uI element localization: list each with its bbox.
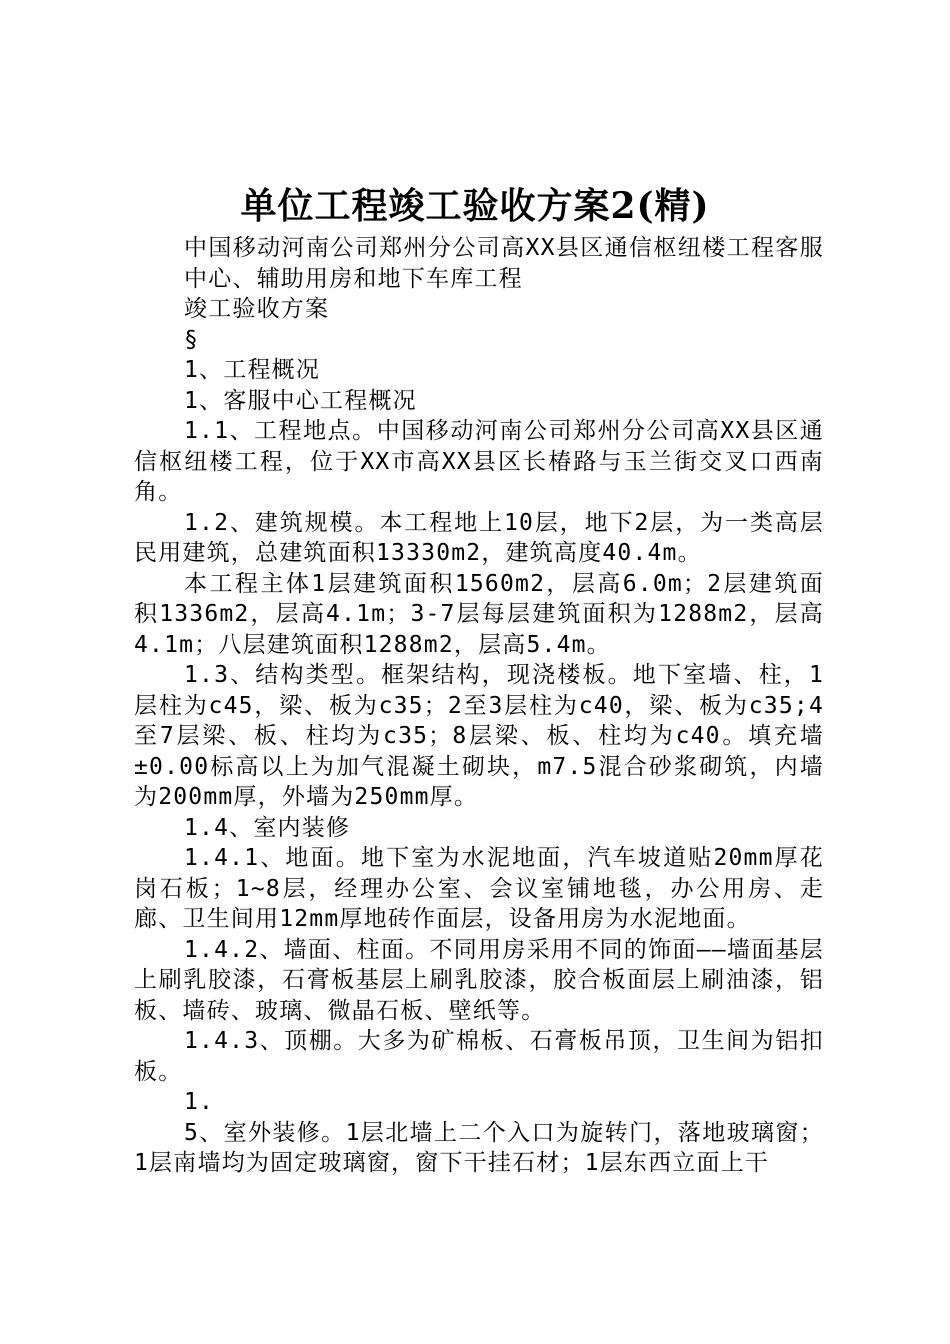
- paragraph-building-scale: 1.2、建筑规模。本工程地上10层，地下2层，为一类高层民用建筑，总建筑面积13330m2，建筑高度40.4m。: [134, 509, 824, 566]
- heading-project-overview: 1、工程概况: [184, 357, 321, 383]
- paragraph-ceiling: 1.4.3、顶棚。大多为矿棉板、石膏板吊顶，卫生间为铝扣板。: [134, 1028, 824, 1085]
- project-name-paragraph: 中国移动河南公司郑州分公司高XX县区通信枢纽楼工程客服中心、辅助用房和地下车库工程: [184, 235, 824, 292]
- heading-interior-decoration: 1.4、室内装修: [184, 814, 351, 841]
- paragraph-floor-areas: 本工程主体1层建筑面积1560m2，层高6.0m；2层建筑面积1336m2，层高4.1m；3-7层每层建筑面积为1288m2，层高4.1m；八层建筑面积1288m2，层高5.4m。: [134, 570, 824, 658]
- document-title: 单位工程竣工验收方案2(精): [240, 185, 710, 227]
- document-body: [134, 233, 824, 1179]
- paragraph-numbering-fragment: 1.: [184, 1089, 215, 1115]
- heading-service-center-overview: 1、客服中心工程概况: [184, 387, 417, 414]
- paragraph-exterior-decoration: 5、室外装修。1层北墙上二个入口为旋转门，落地玻璃窗；1层南墙均为固定玻璃窗，窗下干挂石材；1层东西立面上干: [134, 1119, 824, 1176]
- section-symbol: §: [184, 326, 200, 353]
- plan-subtitle-paragraph: 竣工验收方案: [184, 296, 330, 322]
- paragraph-wall-finish: 1.4.2、墙面、柱面。不同用房采用不同的饰面——墙面基层上刷乳胶漆，石膏板基层上刷乳胶漆，胶合板面层上刷油漆，铝板、墙砖、玻璃、微晶石板、壁纸等。: [134, 936, 824, 1024]
- paragraph-location: 1.1、工程地点。中国移动河南公司郑州分公司高XX县区通信枢纽楼工程，位于XX市高XX县区长椿路与玉兰街交叉口西南角。: [134, 418, 824, 505]
- paragraph-floor-finish: 1.4.1、地面。地下室为水泥地面，汽车坡道贴20mm厚花岗石板；1~8层，经理办公室、会议室铺地毯，办公用房、走廊、卫生间用12mm厚地砖作面层，设备用房为水泥地面。: [134, 845, 824, 932]
- paragraph-structure-type: 1.3、结构类型。框架结构，现浇楼板。地下室墙、柱，1层柱为c45，梁、板为c35；2至3层柱为c40，梁、板为c35;4至7层梁、板、柱均为c35；8层梁、板、柱均为c40。填充墙±0.00标高以上为加气混凝土砌块，m7.5混合砂浆砌筑，内墙为200mm厚，外墙为250mm厚。: [134, 662, 824, 810]
